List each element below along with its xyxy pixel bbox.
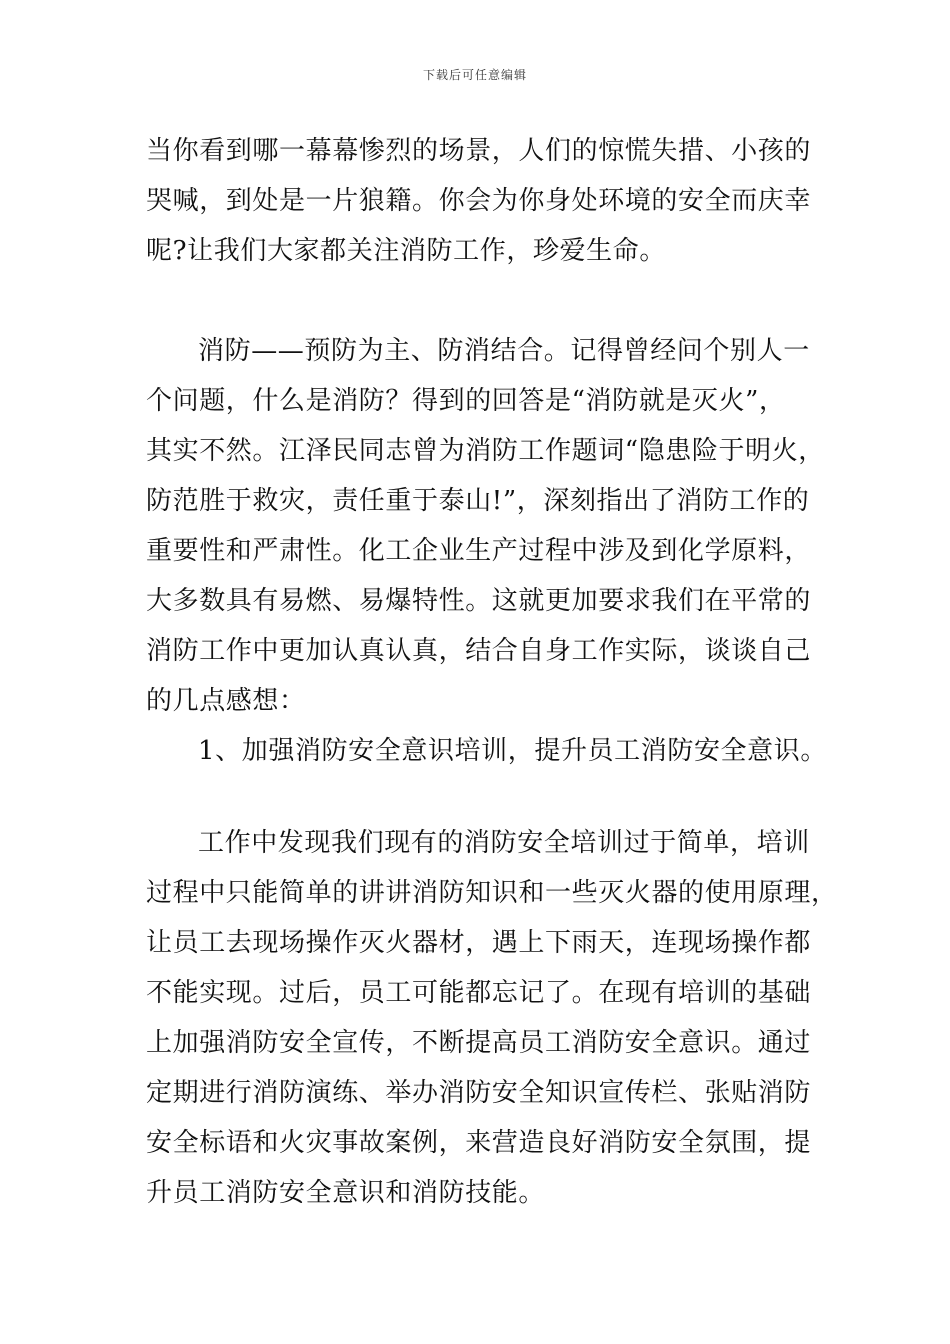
paragraph-2-line-4: 防范胜于救灾，责任重于泰山!”，深刻指出了消防工作的 <box>146 486 810 516</box>
paragraph-1-line-3: 呢?让我们大家都关注消防工作，珍爱生命。 <box>146 236 666 266</box>
paragraph-2-line-6: 大多数具有易燃、易爆特性。这就更加要求我们在平常的 <box>146 586 812 616</box>
header-note: 下载后可任意编辑 <box>422 68 527 82</box>
paragraph-1-line-1: 当你看到哪一幕幕惨烈的场景，人们的惊慌失措、小孩的 <box>146 136 812 166</box>
paragraph-3-line-7: 安全标语和火灾事故案例，来营造良好消防安全氛围，提 <box>146 1128 812 1158</box>
paragraph-2-line-1: 消防——预防为主、防消结合。记得曾经问个别人一 <box>198 336 810 366</box>
list-item-1: 1、加强消防安全意识培训，提升员工消防安全意识。 <box>198 736 827 766</box>
paragraph-2-line-5: 重要性和严肃性。化工企业生产过程中涉及到化学原料， <box>146 536 812 566</box>
paragraph-1-line-2: 哭喊，到处是一片狼籍。你会为你身处环境的安全而庆幸 <box>146 186 812 216</box>
paragraph-3-line-4: 不能实现。过后，员工可能都忘记了。在现有培训的基础 <box>146 978 812 1008</box>
paragraph-3-line-1: 工作中发现我们现有的消防安全培训过于简单，培训 <box>198 828 810 858</box>
paragraph-2-line-8: 的几点感想： <box>146 686 306 716</box>
paragraph-3-line-8: 升员工消防安全意识和消防技能。 <box>146 1178 546 1208</box>
paragraph-3-line-2: 过程中只能简单的讲讲消防知识和一些灭火器的使用原理， <box>146 878 838 908</box>
paragraph-3-line-6: 定期进行消防演练、举办消防安全知识宣传栏、张贴消防 <box>146 1078 812 1108</box>
paragraph-3-line-5: 上加强消防安全宣传，不断提高员工消防安全意识。通过 <box>146 1028 812 1058</box>
paragraph-2-line-7: 消防工作中更加认真认真，结合自身工作实际，谈谈自己 <box>146 636 812 666</box>
paragraph-2-line-3: 其实不然。江泽民同志曾为消防工作题词“隐患险于明火， <box>146 436 825 466</box>
paragraph-2-line-2: 个问题，什么是消防？得到的回答是“消防就是灭火”， <box>146 386 786 416</box>
paragraph-3-line-3: 让员工去现场操作灭火器材，遇上下雨天，连现场操作都 <box>146 928 812 958</box>
